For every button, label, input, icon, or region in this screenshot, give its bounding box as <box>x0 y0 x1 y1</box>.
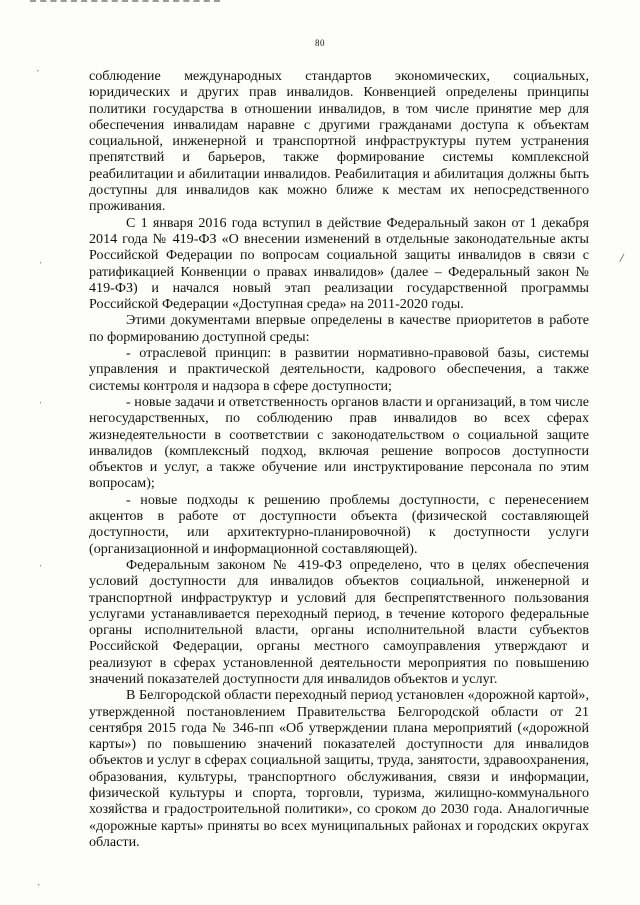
scan-speck: , <box>37 65 39 73</box>
paragraph-5: - новые задачи и ответственность органов власти и организаций, в том числе негосударственных, по соблюдению прав инвалидов во всех сферах жизнедеятельности в соответствии с законодательством о социальной защите инвалидов (комплексный подход, включая решение вопросов доступности объектов и услуг, а также обучение или инструктирование персонала по этим вопросам); <box>89 393 589 492</box>
paragraph-2: С 1 января 2016 года вступил в действие Федеральный закон от 1 декабря 2014 года № 419-ФЗ «О внесении изменений в отдельные законодательные акты Российской Федерации по вопросам социальной защиты инвалидов в связи с ратификацией Конвенции о правах инвалидов» (далее – Федеральный закон № 419-ФЗ) и начался новый этап реализации государственной программы Российской Федерации «Доступная среда» на 2011-2020 годы. <box>89 214 589 313</box>
scan-speck: ' <box>40 401 42 409</box>
scan-speck: ' <box>40 261 42 269</box>
paragraph-1: соблюдение международных стандартов экономических, социальных, юридических и других прав инвалидов. Конвенцией определены принципы политики государства в отношении инвалидов, в том числе принятие мер для обеспечения инвалидам наравне с другими гражданами доступа к объектам социальной, инженерной и транспортной инфраструктуры путем устранения препятствий и барьеров, также формирование системы комплексной реабилитации и абилитации инвалидов. Реабилитация и абилитация должны быть доступны для инвалидов как можно ближе к местам их непосредственного проживания. <box>89 68 589 215</box>
margin-pen-mark: / <box>619 249 626 266</box>
paragraph-7: Федеральным законом № 419-ФЗ определено, что в целях обеспечения условий доступности для инвалидов объектов социальной, инженерной и транспортной инфраструктур и условий для беспрепятственного пользования услугами устанавливается переходный период, в течение которого федеральные органы исполнительной власти, органы исполнительной власти субъектов Российской Федерации, органы местного самоуправления утверждают и реализуют в сферах установленной деятельности мероприятия по повышению значений показателей доступности для инвалидов объектов и услуг. <box>89 556 589 687</box>
scan-edge-dashes <box>30 0 220 7</box>
page-number: 80 <box>315 38 325 48</box>
paragraph-8: В Белгородской области переходный период установлен «дорожной картой», утвержденной постановлением Правительства Белгородской области от 21 сентября 2015 года № 346-пп «Об утверждении плана мероприятий («дорожной карты») по повышению значений показателей доступности для инвалидов объектов и услуг в сферах социальной защиты, труда, занятости, здравоохранения, образования, культуры, транспортного обслуживания, связи и информации, физической культуры и спорта, торговли, туризма, жилищно-коммунального хозяйства и градостроительной политики», со сроком до 2030 года. Аналогичные «дорожные карты» приняты во всех муниципальных районах и городских округах области. <box>89 687 589 850</box>
paragraph-4: - отраслевой принцип: в развитии нормативно-правовой базы, системы управления и практической деятельности, кадрового обеспечения, а также системы контроля и надзора в сфере доступности; <box>89 345 589 394</box>
document-body <box>89 68 589 850</box>
paragraph-3: Этими документами впервые определены в качестве приоритетов в работе по формированию доступной среды: <box>89 312 589 345</box>
paragraph-6: - новые подходы к решению проблемы доступности, с перенесением акцентов в работе от доступности объекта (физической составляющей доступности, или архитектурно-планировочной) к доступности услуги (организационной и информационной составляющей). <box>89 491 589 557</box>
scan-speck: , <box>38 879 40 887</box>
scan-speck: ' <box>40 564 42 572</box>
